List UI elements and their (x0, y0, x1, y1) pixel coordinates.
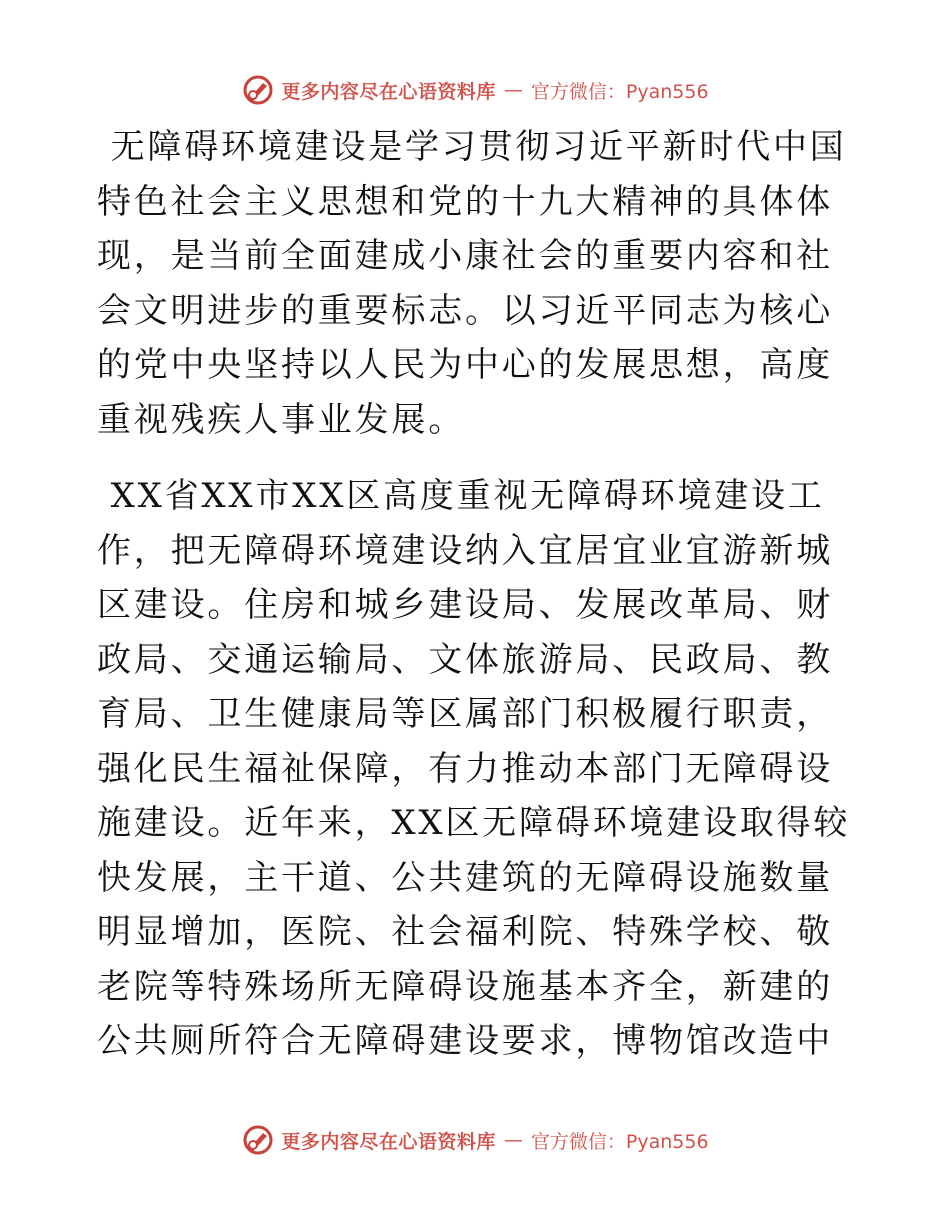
footer-separator: — (503, 1129, 523, 1151)
header-banner (0, 70, 950, 110)
header-separator: — (503, 79, 523, 101)
paragraph-1: 无障碍环境建设是学习贯彻习近平新时代中国特色社会主义思想和党的十九大精神的具体体现，是当前全面建成小康社会的重要内容和社会文明进步的重要标志。以习近平同志为核心的党中央坚持以人民为中心的发展思想，高度重视残疾人事业发展。 (97, 127, 847, 440)
header-wechat-text: 官方微信：Pyan556 (530, 80, 709, 103)
footer-banner (0, 1120, 950, 1160)
footer-promo-text: 更多内容尽在心语资料库 (281, 1130, 496, 1153)
header-promo-text: 更多内容尽在心语资料库 (281, 80, 496, 103)
pen-logo-icon (241, 1123, 275, 1157)
document-body (97, 120, 867, 1069)
footer-wechat-text: 官方微信：Pyan556 (530, 1130, 709, 1153)
paragraph-2: XX省XX市XX区高度重视无障碍环境建设工作，把无障碍环境建设纳入宜居宜业宜游新城区建设。住房和城乡建设局、发展改革局、财政局、交通运输局、文体旅游局、民政局、教育局、卫生健康局等区属部门积极履行职责，强化民生福祉保障，有力推动本部门无障碍设施建设。近年来，XX区无障碍环境建设取得较快发展，主干道、公共建筑的无障碍设施数量明显增加，医院、社会福利院、特殊学校、敬老院等特殊场所无障碍设施基本齐全，新建的公共厕所符合无障碍建设要求，博物馆改造中 (97, 476, 851, 1061)
pen-logo-icon (241, 73, 275, 107)
